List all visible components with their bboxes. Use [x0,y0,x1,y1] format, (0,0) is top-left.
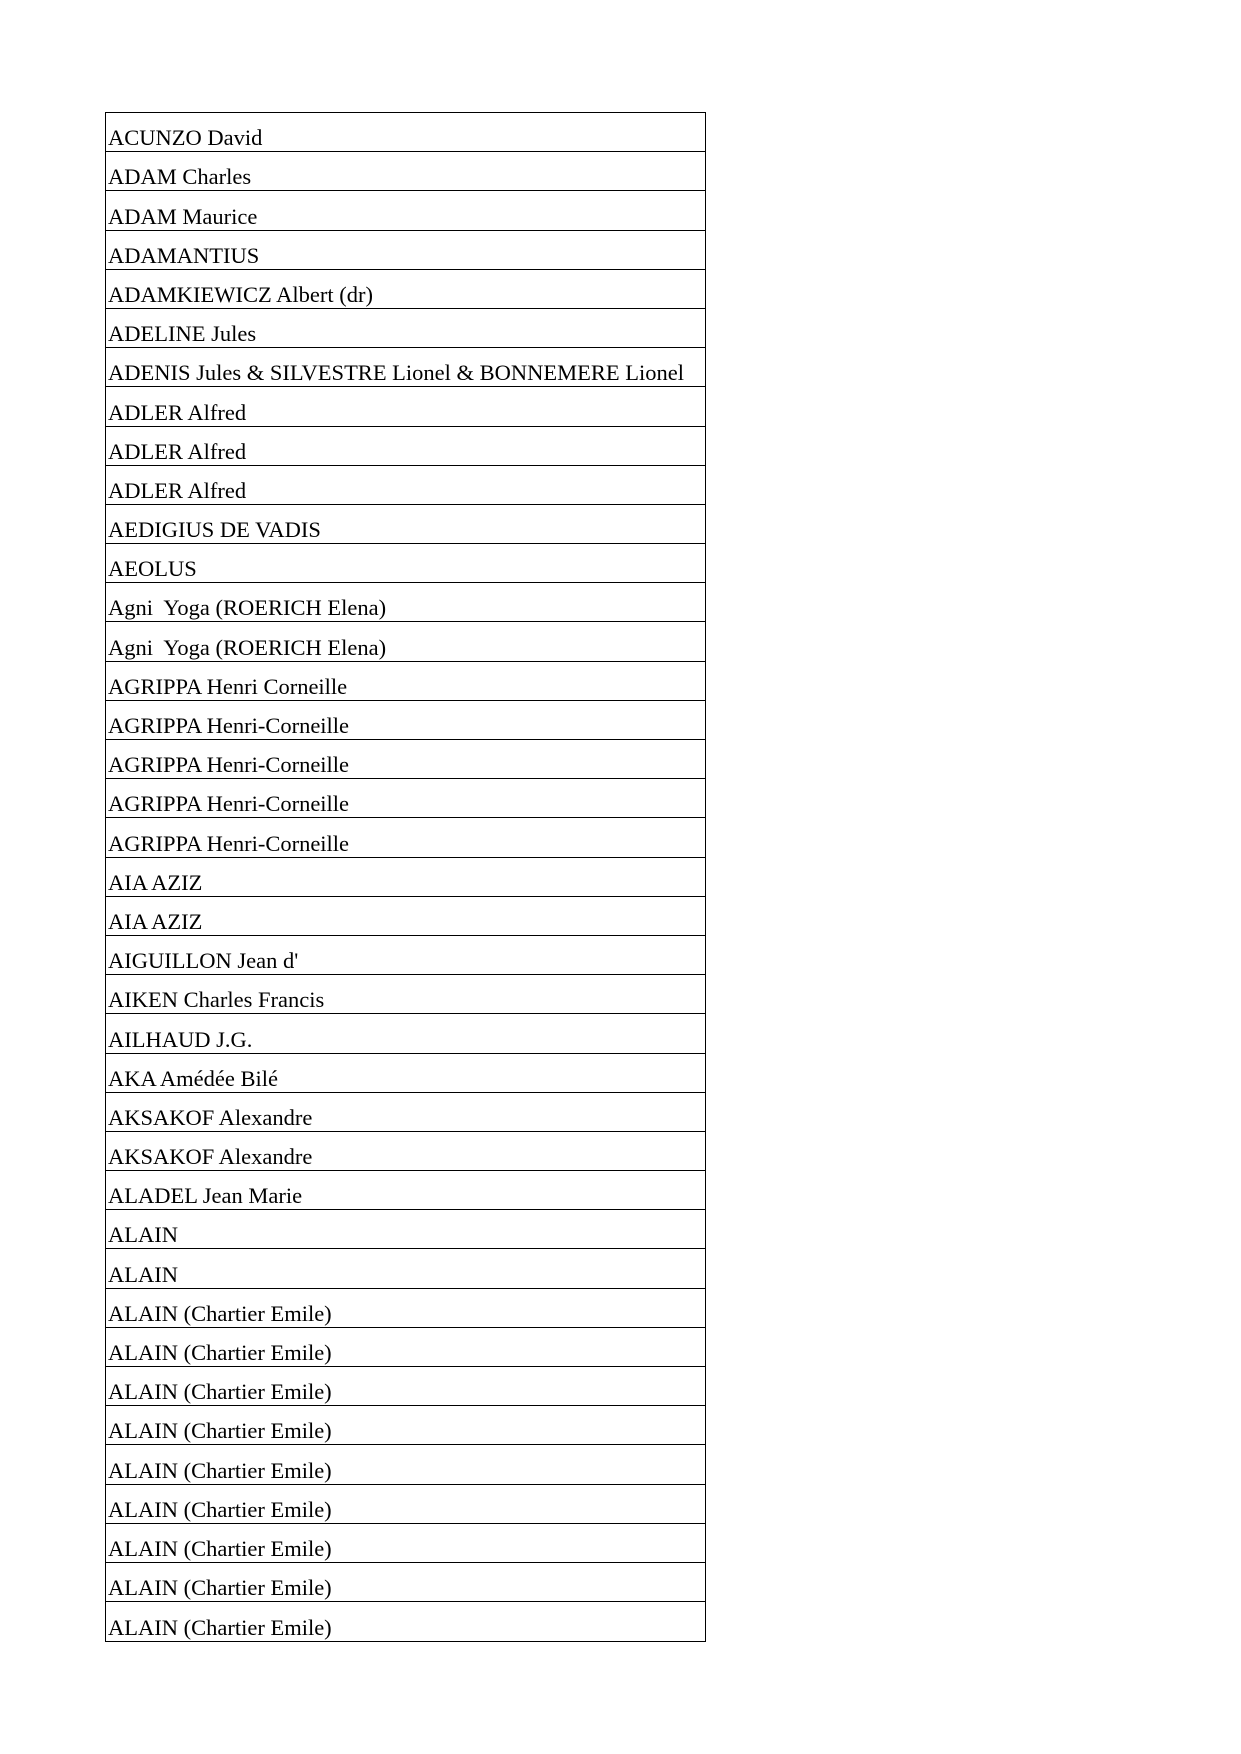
table-row: AEOLUS [106,544,705,583]
table-row: AIKEN Charles Francis [106,975,705,1014]
table-row: ALAIN (Chartier Emile) [106,1445,705,1484]
table-row: AIA AZIZ [106,897,705,936]
table-row: ADLER Alfred [106,427,705,466]
table-row: ALAIN (Chartier Emile) [106,1485,705,1524]
table-row: Agni Yoga (ROERICH Elena) [106,622,705,661]
table-row: ALAIN (Chartier Emile) [106,1563,705,1602]
table-row: ADAMANTIUS [106,231,705,270]
table-row: AGRIPPA Henri-Corneille [106,779,705,818]
table-row: ALAIN (Chartier Emile) [106,1524,705,1563]
table-row: ADELINE Jules [106,309,705,348]
table-row: AGRIPPA Henri Corneille [106,662,705,701]
table-row: ALAIN (Chartier Emile) [106,1406,705,1445]
table-row: ALAIN [106,1210,705,1249]
table-row: ALAIN (Chartier Emile) [106,1289,705,1328]
table-row: ALAIN (Chartier Emile) [106,1367,705,1406]
table-row: AIA AZIZ [106,858,705,897]
table-row: AGRIPPA Henri-Corneille [106,701,705,740]
table-row: AILHAUD J.G. [106,1014,705,1053]
table-row: ALAIN (Chartier Emile) [108,1615,332,1641]
table-row: ACUNZO David [106,113,705,152]
table-row: ADAM Charles [106,152,705,191]
table-row: Agni Yoga (ROERICH Elena) [106,583,705,622]
table-row: AIGUILLON Jean d' [106,936,705,975]
table-row: ALAIN [106,1249,705,1288]
table-row: AKSAKOF Alexandre [106,1093,705,1132]
table-row: AKA Amédée Bilé [106,1054,705,1093]
table-row: AGRIPPA Henri-Corneille [106,818,705,857]
table-row: ADENIS Jules & SILVESTRE Lionel & BONNEMERE Lionel [106,348,705,387]
table-row: ADLER Alfred [106,466,705,505]
table-row: ADAMKIEWICZ Albert (dr) [106,270,705,309]
table-row: ALAIN (Chartier Emile) [106,1328,705,1367]
table-row: ALADEL Jean Marie [106,1171,705,1210]
table-row: AKSAKOF Alexandre [106,1132,705,1171]
table-row: AEDIGIUS DE VADIS [106,505,705,544]
table-row: AGRIPPA Henri-Corneille [106,740,705,779]
table-row: ADAM Maurice [106,191,705,230]
table-row: ADLER Alfred [106,387,705,426]
author-table [105,112,706,1642]
